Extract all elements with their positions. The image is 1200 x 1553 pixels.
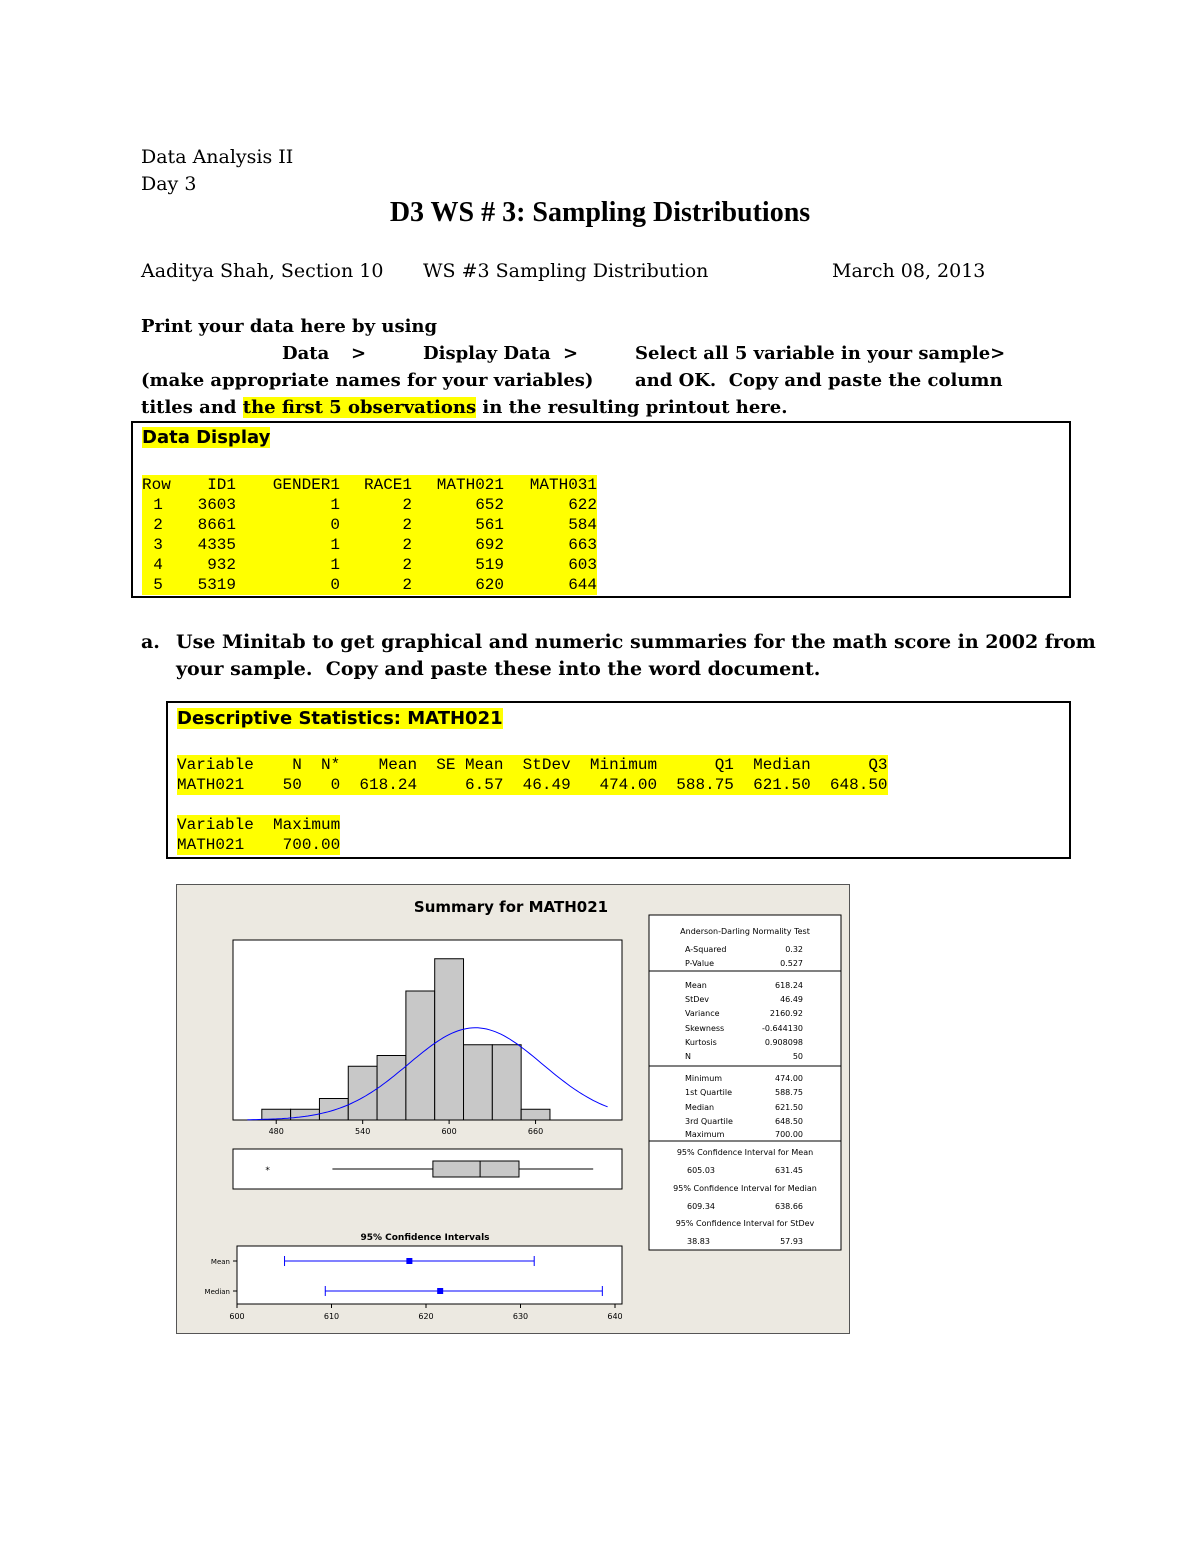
stat-label: 3rd Quartile bbox=[685, 1117, 733, 1126]
author-section: Aaditya Shah, Section 10 bbox=[141, 260, 384, 282]
ci-x-tick-label: 620 bbox=[418, 1312, 434, 1321]
ci-x-tick-label: 610 bbox=[323, 1312, 340, 1321]
stat-label: Minimum bbox=[685, 1074, 723, 1083]
table-cell: 1 bbox=[330, 496, 340, 514]
stat-value: 50 bbox=[792, 1052, 803, 1061]
table-row bbox=[142, 575, 597, 595]
x-tick-label: 540 bbox=[355, 1127, 371, 1136]
stat-label: StDev bbox=[685, 995, 710, 1004]
date: March 08, 2013 bbox=[832, 260, 986, 282]
stat-value: 0.32 bbox=[785, 945, 803, 954]
table-cell: 519 bbox=[475, 556, 504, 574]
table-cell: 2 bbox=[402, 536, 412, 554]
ci-x-tick-label: 630 bbox=[512, 1312, 529, 1321]
column-header: MATH021 bbox=[436, 476, 504, 494]
table-cell: 644 bbox=[568, 576, 597, 594]
stat-value: 621.50 bbox=[775, 1103, 803, 1112]
histogram-bar bbox=[492, 1045, 521, 1120]
histogram-bar bbox=[521, 1109, 550, 1120]
column-header: RACE1 bbox=[363, 476, 412, 494]
stat-label: N bbox=[685, 1052, 691, 1061]
question-text-line-1: Use Minitab to get graphical and numeric summaries for the math score in 2002 from bbox=[176, 631, 1096, 653]
table-cell: 663 bbox=[568, 536, 597, 554]
stats-value-row-2: MATH021 700.00 bbox=[177, 836, 341, 854]
data-display-title-text: Data Display bbox=[142, 427, 271, 448]
table-cell: 2 bbox=[153, 516, 163, 534]
question-label: a. bbox=[141, 631, 160, 653]
column-header: Row bbox=[142, 476, 171, 494]
table-row bbox=[142, 495, 597, 515]
stat-value: 474.00 bbox=[775, 1074, 803, 1083]
graphical-summary-panel bbox=[176, 884, 850, 1334]
ci-mean-high: 631.45 bbox=[775, 1166, 803, 1175]
stat-value: 46.49 bbox=[780, 995, 803, 1004]
normality-test-title: Anderson-Darling Normality Test bbox=[680, 927, 810, 936]
menu-select-variables: Select all 5 variable in your sample> bbox=[635, 343, 1006, 364]
histogram-bar bbox=[464, 1045, 493, 1120]
stat-label: P-Value bbox=[685, 959, 715, 968]
stat-value: 700.00 bbox=[775, 1130, 803, 1139]
stat-label: Median bbox=[685, 1103, 715, 1112]
column-header: MATH031 bbox=[529, 476, 597, 494]
histogram-bar bbox=[406, 991, 435, 1120]
data-display-table bbox=[142, 475, 597, 595]
histogram-bar bbox=[435, 959, 464, 1120]
stat-value: 588.75 bbox=[775, 1088, 803, 1097]
table-cell: 2 bbox=[402, 496, 412, 514]
ci-title: 95% Confidence Intervals bbox=[360, 1233, 490, 1243]
histogram-x-axis bbox=[269, 1120, 544, 1136]
data-display-box bbox=[131, 421, 1071, 598]
descriptive-stats-box bbox=[166, 701, 1071, 859]
ci-x-tick-label: 640 bbox=[607, 1312, 623, 1321]
menu-separator: > bbox=[563, 343, 579, 364]
table-cell: 622 bbox=[568, 496, 597, 514]
histogram-bar bbox=[377, 1056, 406, 1121]
stat-label: Mean bbox=[685, 981, 707, 990]
table-cell: 584 bbox=[568, 516, 597, 534]
ci-x-tick-label: 600 bbox=[229, 1312, 245, 1321]
table-cell: 603 bbox=[568, 556, 597, 574]
table-cell: 620 bbox=[475, 576, 504, 594]
stat-label: Skewness bbox=[685, 1024, 725, 1033]
descriptive-stats-title bbox=[177, 708, 503, 729]
column-header: ID1 bbox=[207, 476, 236, 494]
table-row bbox=[142, 555, 597, 575]
table-cell: 3603 bbox=[197, 496, 236, 514]
chart-title: Summary for MATH021 bbox=[413, 898, 609, 916]
stat-label: Maximum bbox=[685, 1130, 725, 1139]
stat-value: 618.24 bbox=[775, 981, 803, 990]
stat-value: 0.527 bbox=[780, 959, 803, 968]
boxplot-outlier: * bbox=[265, 1166, 270, 1176]
table-cell: 8661 bbox=[197, 516, 236, 534]
table-cell: 692 bbox=[475, 536, 504, 554]
stat-value: 0.908098 bbox=[764, 1038, 803, 1047]
stats-panel bbox=[649, 915, 841, 1250]
stat-value: 648.50 bbox=[775, 1117, 803, 1126]
stat-label: Kurtosis bbox=[685, 1038, 717, 1047]
course-name: Data Analysis II bbox=[141, 146, 294, 168]
x-tick-label: 600 bbox=[441, 1127, 457, 1136]
histogram-bar bbox=[348, 1066, 377, 1120]
menu-data: Data bbox=[282, 343, 330, 364]
instruction-line-3a: (make appropriate names for your variables) bbox=[141, 370, 594, 391]
table-cell: 5 bbox=[153, 576, 163, 594]
page-title: D3 WS # 3: Sampling Distributions bbox=[389, 197, 811, 228]
ci-point bbox=[437, 1288, 443, 1294]
ci-stdev-high: 57.93 bbox=[780, 1237, 803, 1246]
stat-label: 1st Quartile bbox=[685, 1088, 732, 1097]
menu-display-data: Display Data bbox=[423, 343, 551, 364]
table-cell: 2 bbox=[402, 556, 412, 574]
day-label: Day 3 bbox=[141, 173, 197, 195]
ci-y-label: Mean bbox=[210, 1258, 230, 1266]
stat-value: 2160.92 bbox=[769, 1009, 803, 1018]
table-cell: 0 bbox=[330, 516, 340, 534]
stats-header-row: Variable N N* Mean SE Mean StDev Minimum Q1 Median Q3 bbox=[177, 756, 888, 774]
instruction-line-3b: and OK. Copy and paste the column bbox=[635, 370, 1003, 391]
table-cell: 561 bbox=[475, 516, 504, 534]
ci-point bbox=[406, 1258, 412, 1264]
ci-plot-area bbox=[237, 1246, 622, 1304]
ci-mean-title: 95% Confidence Interval for Mean bbox=[676, 1148, 814, 1157]
table-cell: 1 bbox=[330, 536, 340, 554]
table-row bbox=[142, 535, 597, 555]
boxplot-box bbox=[433, 1161, 519, 1177]
table-cell: 932 bbox=[207, 556, 236, 574]
table-cell: 4 bbox=[153, 556, 163, 574]
ci-median-high: 638.66 bbox=[775, 1202, 803, 1211]
worksheet-name: WS #3 Sampling Distribution bbox=[423, 260, 709, 282]
menu-separator: > bbox=[351, 343, 367, 364]
table-cell: 0 bbox=[330, 576, 340, 594]
stat-label: A-Squared bbox=[685, 945, 727, 954]
table-cell: 652 bbox=[475, 496, 504, 514]
descriptive-stats-title-text: Descriptive Statistics: MATH021 bbox=[177, 708, 503, 729]
histogram-bar bbox=[319, 1099, 348, 1121]
graphical-summary-chart bbox=[177, 885, 849, 1333]
ci-median-low: 609.34 bbox=[687, 1202, 715, 1211]
table-cell: 4335 bbox=[197, 536, 236, 554]
table-cell: 2 bbox=[402, 576, 412, 594]
instruction-line-1: Print your data here by using bbox=[141, 316, 438, 337]
question-text-line-2: your sample. Copy and paste these into the word document. bbox=[176, 658, 821, 680]
stat-value: -0.644130 bbox=[761, 1024, 803, 1033]
table-row bbox=[142, 515, 597, 535]
ci-stdev-low: 38.83 bbox=[687, 1237, 710, 1246]
table-cell: 5319 bbox=[197, 576, 236, 594]
data-display-title bbox=[142, 427, 270, 448]
stats-header-row-2: Variable Maximum bbox=[177, 816, 341, 834]
table-cell: 1 bbox=[153, 496, 163, 514]
instruction-line-4 bbox=[141, 397, 788, 418]
ci-mean-low: 605.03 bbox=[687, 1166, 715, 1175]
instruction-text: in the resulting printout here. bbox=[476, 397, 788, 418]
highlighted-text: the first 5 observations bbox=[242, 397, 477, 418]
instruction-text: titles and bbox=[141, 397, 243, 418]
x-tick-label: 480 bbox=[268, 1127, 284, 1136]
table-cell: 2 bbox=[402, 516, 412, 534]
ci-stdev-title: 95% Confidence Interval for StDev bbox=[675, 1219, 815, 1228]
table-cell: 3 bbox=[153, 536, 163, 554]
x-tick-label: 660 bbox=[527, 1127, 544, 1136]
ci-median-title: 95% Confidence Interval for Median bbox=[673, 1184, 817, 1193]
table-cell: 1 bbox=[330, 556, 340, 574]
stats-value-row: MATH021 50 0 618.24 6.57 46.49 474.00 588.75 621.50 648.50 bbox=[177, 776, 888, 794]
ci-y-label: Median bbox=[204, 1288, 230, 1296]
stat-label: Variance bbox=[685, 1009, 720, 1018]
table-header-row bbox=[142, 475, 597, 495]
column-header: GENDER1 bbox=[272, 476, 340, 494]
